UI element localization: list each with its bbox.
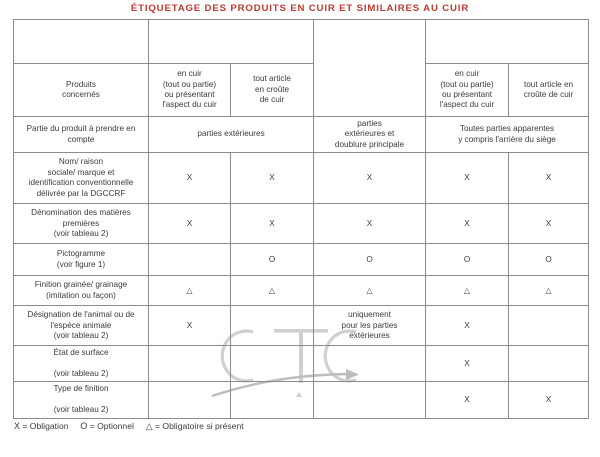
cell-partie-maroquinerie-line3: doublure principale bbox=[334, 139, 405, 149]
subheader-mp-en-cuir bbox=[149, 64, 231, 117]
row-label-etat-de-surface bbox=[14, 346, 149, 382]
row-label-partie-line1: Partie du produit à prendre en bbox=[26, 124, 136, 134]
subheader-meubles-croute-de-cuir bbox=[509, 64, 589, 117]
cell-denomination-col2: X bbox=[231, 204, 314, 244]
cell-partie-maroquinerie bbox=[314, 117, 426, 153]
subheader-meubles-croute-line2: croûte de cuir bbox=[523, 90, 574, 99]
header-produits-concernes-line2: concernés bbox=[62, 90, 100, 99]
subheader-meubles-en-cuir-line3: ou présentant bbox=[441, 90, 493, 99]
subheader-mp-en-cuir-line2: (tout ou partie) bbox=[162, 79, 217, 89]
cell-pictogramme-col1 bbox=[149, 244, 231, 276]
row-label-type-line1: Type de finition bbox=[53, 384, 109, 394]
subheader-mp-en-cuir-line4: l'aspect du cuir bbox=[162, 100, 217, 110]
cell-partie-maroquinerie-line1: parties bbox=[357, 119, 382, 128]
cell-pictogramme-col2: O bbox=[231, 244, 314, 276]
header-maroquinerie-et-voyage bbox=[314, 20, 426, 117]
cell-type-col3 bbox=[314, 382, 426, 418]
table-row bbox=[14, 117, 589, 153]
cell-denomination-col4: X bbox=[426, 204, 509, 244]
legend-o-symbol: O bbox=[80, 421, 88, 431]
subheader-meubles-en-cuir-line1: en cuir bbox=[454, 69, 480, 79]
header-meubles: Meubles bbox=[426, 20, 589, 64]
subheader-mp-croute-de-cuir bbox=[231, 64, 314, 117]
legend bbox=[14, 420, 244, 432]
row-label-etat-line2: (voir tableau 2) bbox=[53, 369, 109, 379]
cell-type-col5: X bbox=[509, 382, 589, 418]
cell-pictogramme-col4: O bbox=[426, 244, 509, 276]
cell-nom-col2: X bbox=[231, 153, 314, 204]
cell-finition-col3: △ bbox=[314, 276, 426, 306]
row-label-denomination-line3: (voir tableau 2) bbox=[53, 228, 109, 238]
cell-finition-col4: △ bbox=[426, 276, 509, 306]
row-label-finition-grainee bbox=[14, 276, 149, 306]
cell-etat-col2 bbox=[231, 346, 314, 382]
cell-nom-col5: X bbox=[509, 153, 589, 204]
table-row bbox=[14, 276, 589, 306]
cell-designation-col3-line1: uniquement bbox=[348, 310, 391, 320]
row-label-partie-line2: compte bbox=[67, 134, 95, 144]
row-label-finition-line1: Finition grainée/ grainage bbox=[34, 280, 128, 290]
labelling-requirements-table bbox=[13, 19, 589, 419]
header-maroquinerie-line2: et voyage bbox=[348, 68, 391, 77]
corner-cell bbox=[14, 20, 149, 64]
cell-denomination-col3: X bbox=[314, 204, 426, 244]
table-row bbox=[14, 204, 589, 244]
header-produits-concernes bbox=[14, 64, 149, 117]
labelling-requirements-table-wrapper bbox=[13, 19, 588, 419]
page-title: ÉTIQUETAGE DES PRODUITS EN CUIR ET SIMILAIRES AU CUIR bbox=[130, 3, 470, 14]
row-label-pictogramme bbox=[14, 244, 149, 276]
subheader-meubles-croute-line1: tout article en bbox=[523, 79, 574, 89]
table-row bbox=[14, 382, 589, 418]
row-label-finition-line2: (imitation ou façon) bbox=[46, 290, 116, 300]
cell-pictogramme-col5: O bbox=[509, 244, 589, 276]
row-label-etat-line1: État de surface bbox=[53, 348, 109, 358]
cell-denomination-col5: X bbox=[509, 204, 589, 244]
cell-designation-col4: X bbox=[426, 306, 509, 346]
cell-etat-col3 bbox=[314, 346, 426, 382]
cell-etat-col4: X bbox=[426, 346, 509, 382]
header-matieres-line2: produits semi-manufacturés / bbox=[168, 36, 294, 46]
cell-designation-col3-line2: pour les parties bbox=[341, 320, 398, 330]
table-row bbox=[14, 244, 589, 276]
subheader-mp-croute-line2: en croûte bbox=[254, 84, 290, 94]
row-label-denomination-line1: Dénomination des matières bbox=[31, 208, 131, 218]
subheader-mp-en-cuir-line1: en cuir bbox=[177, 69, 202, 79]
cell-etat-col1 bbox=[149, 346, 231, 382]
header-maroquinerie-line1: Maroquinerie bbox=[340, 57, 399, 67]
cell-partie-maroquinerie-line2: extérieures et bbox=[344, 129, 395, 139]
row-label-denomination-line2: premières bbox=[62, 218, 100, 228]
cell-designation-col3 bbox=[314, 306, 426, 346]
cell-finition-col1: △ bbox=[149, 276, 231, 306]
row-label-nom-raison-sociale bbox=[14, 153, 149, 204]
table-row bbox=[14, 153, 589, 204]
row-label-denomination-matieres bbox=[14, 204, 149, 244]
cell-partie-matieres-premieres: parties extérieures bbox=[149, 117, 314, 153]
legend-x-text: = Obligation bbox=[22, 421, 69, 431]
row-label-partie-du-produit bbox=[14, 117, 149, 153]
cell-finition-col2: △ bbox=[231, 276, 314, 306]
cell-designation-col5 bbox=[509, 306, 589, 346]
row-label-type-line2: (voir tableau 2) bbox=[53, 405, 109, 415]
cell-type-col4: X bbox=[426, 382, 509, 418]
row-label-pictogramme-line1: Pictogramme bbox=[56, 249, 106, 259]
cell-denomination-col1: X bbox=[149, 204, 231, 244]
cell-nom-col4: X bbox=[426, 153, 509, 204]
row-label-type-de-finition bbox=[14, 382, 149, 418]
legend-o-text: = Optionnel bbox=[89, 421, 134, 431]
subheader-meubles-en-cuir bbox=[426, 64, 509, 117]
row-label-nom-line1: Nom/ raison bbox=[58, 157, 104, 167]
cell-etat-col5 bbox=[509, 346, 589, 382]
row-label-nom-line3: identification conventionnelle bbox=[28, 178, 134, 188]
cell-partie-meubles-line1: Toutes parties apparentes bbox=[459, 124, 555, 134]
header-matieres-line3: produits manufacturés bbox=[182, 46, 280, 56]
table-row bbox=[14, 306, 589, 346]
row-label-nom-line2: sociale/ marque et bbox=[47, 167, 115, 177]
header-matieres-line1: Matières premières / bbox=[178, 24, 284, 36]
subheader-mp-croute-line1: tout article bbox=[253, 74, 291, 84]
row-label-designation-line2: l'espèce animale bbox=[50, 320, 112, 330]
cell-partie-meubles-line2: y compris l'arrière du siège bbox=[458, 134, 556, 144]
table-header-sub-row bbox=[14, 64, 589, 117]
subheader-meubles-en-cuir-line2: (tout ou partie) bbox=[440, 79, 494, 89]
subheader-mp-en-cuir-line3: ou présentant bbox=[164, 90, 215, 99]
header-produits-concernes-line1: Produits bbox=[65, 79, 97, 89]
cell-pictogramme-col3: O bbox=[314, 244, 426, 276]
subheader-meubles-en-cuir-line4: l'aspect du cuir bbox=[439, 100, 495, 110]
table-header-group-row bbox=[14, 20, 589, 64]
cell-nom-col1: X bbox=[149, 153, 231, 204]
subheader-mp-croute-line3: de cuir bbox=[259, 95, 285, 105]
row-label-pictogramme-line2: (voir figure 1) bbox=[56, 259, 106, 269]
row-label-designation-animal bbox=[14, 306, 149, 346]
row-label-designation-line1: Désignation de l'animal ou de bbox=[27, 310, 135, 320]
cell-type-col2 bbox=[231, 382, 314, 418]
cell-nom-col3: X bbox=[314, 153, 426, 204]
row-label-nom-line4: délivrée par la DGCCRF bbox=[36, 188, 126, 198]
row-label-designation-line3: (voir tableau 2) bbox=[53, 330, 109, 340]
table-row bbox=[14, 346, 589, 382]
legend-triangle-symbol: △ bbox=[145, 421, 153, 431]
legend-x-symbol: X bbox=[14, 421, 21, 431]
cell-finition-col5: △ bbox=[509, 276, 589, 306]
cell-partie-meubles bbox=[426, 117, 589, 153]
cell-designation-col3-line3: extérieures bbox=[349, 330, 390, 340]
cell-designation-col1: X bbox=[149, 306, 231, 346]
cell-type-col1 bbox=[149, 382, 231, 418]
legend-triangle-text: = Obligatoire si présent bbox=[155, 421, 244, 431]
cell-designation-col2 bbox=[231, 306, 314, 346]
header-matieres-premieres bbox=[149, 20, 314, 64]
